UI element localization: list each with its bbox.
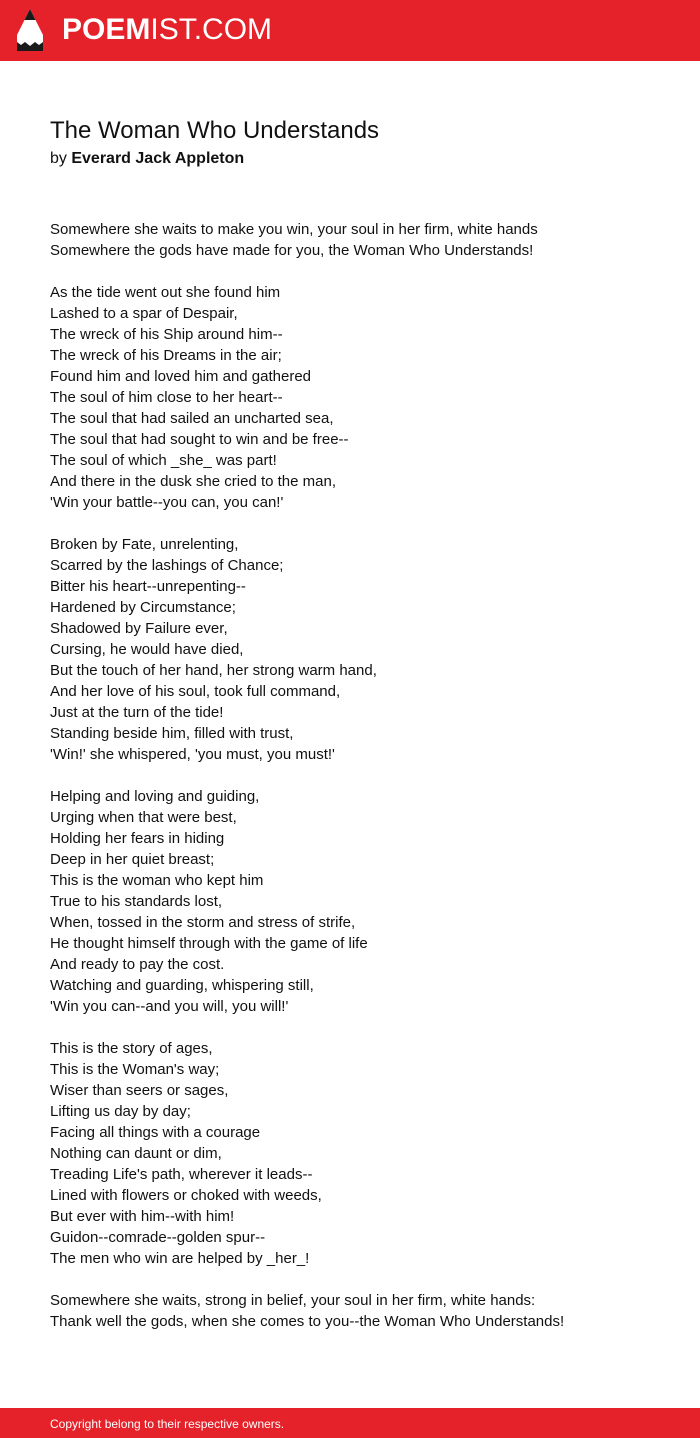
poem-line: The men who win are helped by _her_! bbox=[50, 1250, 310, 1267]
poem-line: Treading Life's path, wherever it leads-- bbox=[50, 1166, 313, 1183]
poem-line: And there in the dusk she cried to the man, bbox=[50, 473, 337, 490]
poem-line: 'Win you can--and you will, you will!' bbox=[50, 998, 289, 1015]
site-footer bbox=[0, 1408, 700, 1438]
poem-line: Holding her fears in hiding bbox=[50, 830, 225, 847]
poem-line: Facing all things with a courage bbox=[50, 1124, 261, 1141]
poem-line: Helping and loving and guiding, bbox=[50, 788, 260, 805]
poem-line: True to his standards lost, bbox=[50, 893, 223, 910]
poem-line: Wiser than seers or sages, bbox=[50, 1082, 229, 1099]
poem-line: Guidon--comrade--golden spur-- bbox=[50, 1229, 266, 1246]
poem-line: This is the Woman's way; bbox=[50, 1061, 220, 1078]
logo-bold-text: POEM bbox=[62, 13, 151, 46]
poem-line: This is the story of ages, bbox=[50, 1040, 213, 1057]
poem-line: Cursing, he would have died, bbox=[50, 641, 244, 658]
poem-line: Watching and guarding, whispering still, bbox=[50, 977, 314, 994]
poem-line: Somewhere she waits to make you win, your soul in her firm, white hands bbox=[50, 221, 538, 238]
poem-stanza bbox=[50, 1038, 670, 1269]
poem-line: Shadowed by Failure ever, bbox=[50, 620, 228, 637]
poem-line: Lashed to a spar of Despair, bbox=[50, 305, 238, 322]
poem-line: Lifting us day by day; bbox=[50, 1103, 191, 1120]
copyright-text: Copyright belong to their respective owners. bbox=[50, 1417, 285, 1431]
poem-line: Just at the turn of the tide! bbox=[50, 704, 224, 721]
poem-line: The soul of him close to her heart-- bbox=[50, 389, 283, 406]
poem-line: Urging when that were best, bbox=[50, 809, 237, 826]
poem-line: Thank well the gods, when she comes to you--the Woman Who Understands! bbox=[50, 1313, 565, 1330]
poem-line: And ready to pay the cost. bbox=[50, 956, 225, 973]
poem-body bbox=[50, 219, 670, 1353]
poem-line: Standing beside him, filled with trust, bbox=[50, 725, 294, 742]
poem-line: The wreck of his Dreams in the air; bbox=[50, 347, 282, 364]
poem-line: Found him and loved him and gathered bbox=[50, 368, 312, 385]
poem-line: He thought himself through with the game of life bbox=[50, 935, 368, 952]
poem-line: And her love of his soul, took full command, bbox=[50, 683, 341, 700]
poem-line: As the tide went out she found him bbox=[50, 284, 281, 301]
poem-line: Lined with flowers or choked with weeds, bbox=[50, 1187, 322, 1204]
poem-line: The wreck of his Ship around him-- bbox=[50, 326, 283, 343]
author-name: Everard Jack Appleton bbox=[71, 150, 245, 167]
poem-line: The soul of which _she_ was part! bbox=[50, 452, 277, 469]
poem-line: Broken by Fate, unrelenting, bbox=[50, 536, 239, 553]
site-logo[interactable] bbox=[62, 12, 272, 48]
poem-line: 'Win your battle--you can, you can!' bbox=[50, 494, 284, 511]
poem-stanza bbox=[50, 1290, 670, 1332]
poem-line: But ever with him--with him! bbox=[50, 1208, 235, 1225]
poem-stanza bbox=[50, 282, 670, 513]
poem-line: But the touch of her hand, her strong warm hand, bbox=[50, 662, 377, 679]
logo-light-text: IST.COM bbox=[150, 13, 273, 46]
poem-line: 'Win!' she whispered, 'you must, you must!' bbox=[50, 746, 335, 763]
poem-line: The soul that had sailed an uncharted sea, bbox=[50, 410, 334, 427]
poem-line: Deep in her quiet breast; bbox=[50, 851, 215, 868]
poem-line: Hardened by Circumstance; bbox=[50, 599, 236, 616]
poem-line: Bitter his heart--unrepenting-- bbox=[50, 578, 246, 595]
poem-stanza bbox=[50, 534, 670, 765]
poem-byline bbox=[50, 148, 244, 170]
poem-title: The Woman Who Understands bbox=[50, 117, 380, 144]
pencil-tip-icon[interactable] bbox=[17, 9, 43, 51]
poem-line: This is the woman who kept him bbox=[50, 872, 264, 889]
poem-stanza bbox=[50, 219, 670, 261]
poem-line: The soul that had sought to win and be free-- bbox=[50, 431, 349, 448]
poem-line: Scarred by the lashings of Chance; bbox=[50, 557, 284, 574]
site-header bbox=[0, 0, 700, 61]
poem-line: Nothing can daunt or dim, bbox=[50, 1145, 222, 1162]
poem-stanza bbox=[50, 786, 670, 1017]
poem-line: Somewhere she waits, strong in belief, your soul in her firm, white hands: bbox=[50, 1292, 536, 1309]
poem-line: When, tossed in the storm and stress of strife, bbox=[50, 914, 356, 931]
by-label: by bbox=[50, 150, 67, 167]
poem-line: Somewhere the gods have made for you, the Woman Who Understands! bbox=[50, 242, 534, 259]
